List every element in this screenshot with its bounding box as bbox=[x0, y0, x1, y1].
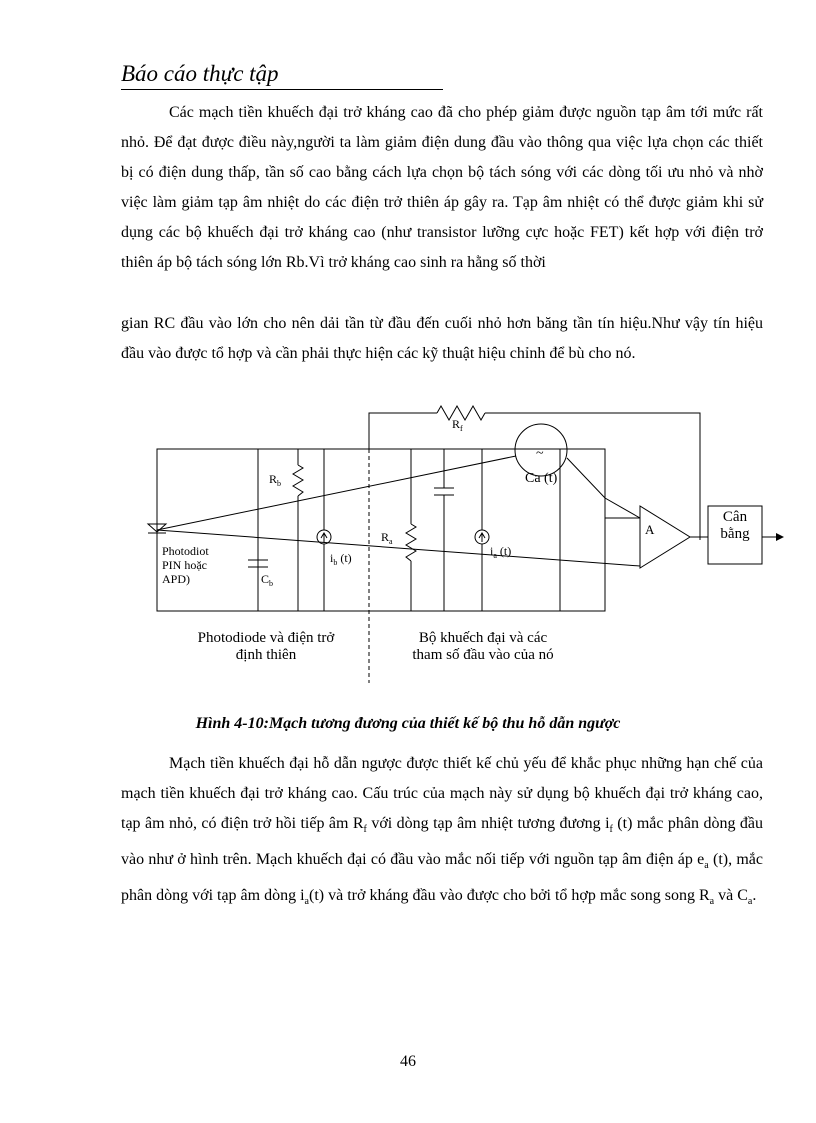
p3-text-3: (t) mắc phân dòng đầu vào như ở hình trên. Mạch khuếch đại có đầu vào mắc nối tiếp với nguồn tạp âm điện áp e bbox=[121, 815, 764, 869]
amplifier-triangle bbox=[640, 506, 690, 568]
balance-label-1: Cân bbox=[722, 509, 748, 525]
feedback-wire-right bbox=[485, 413, 700, 540]
right-caption-2: tham số đầu vào của nó bbox=[412, 647, 554, 663]
p3-sub-ea: a bbox=[704, 860, 709, 872]
ia-label: $i_a$ (t) bbox=[490, 544, 512, 560]
figure-caption: Hình 4-10:Mạch tương đương của thiết kế bộ thu hỗ dẫn ngược bbox=[195, 715, 621, 732]
balance-label-2: bằng bbox=[720, 526, 750, 542]
equivalent-circuit-figure bbox=[0, 395, 816, 695]
amp-label: A bbox=[645, 522, 655, 537]
page-number: 46 bbox=[400, 1053, 416, 1070]
ra-label: $R_a$ bbox=[381, 530, 393, 546]
p3-text-5: (t) và trở kháng đầu vào được cho bởi tổ hợp mắc song song R bbox=[309, 887, 710, 905]
rf-label: $R_f$ bbox=[452, 417, 463, 433]
resistor-ra bbox=[406, 524, 416, 561]
paragraph-2: gian RC đầu vào lớn cho nên dải tần từ đầu đến cuối nhỏ hơn băng tần tín hiệu.Như vậy tín hiệu đầu vào được tổ hợp và cần phải thực hiện các kỹ thuật hiệu chỉnh để bù cho nó. bbox=[121, 315, 763, 362]
p3-sub-ra: a bbox=[709, 896, 715, 908]
p3-text-1: Mạch tiền khuếch đại hỗ dẫn ngược được thiết kế chủ yếu để khắc phục những hạn chế của mạch tiền khuếch đại trở kháng cao. Cấu trúc của mạch này sử dụng bộ khuếch đại trở kháng cao, tạp âm nhỏ, có điện trở hồi tiếp âm R bbox=[121, 755, 763, 832]
ib-label: $i_b$ (t) bbox=[330, 551, 352, 567]
paragraph-1-text: Các mạch tiền khuếch đại trở kháng cao đã cho phép giảm được nguồn tạp âm tới mức rất nhỏ. Để đạt được điều này,người ta làm giảm điện dung đầu vào thông qua việc lựa chọn các thiết bị có điện dung thấp, tần số cao bằng cách lựa chọn bộ tách sóng với các dòng tối ưu nhỏ và nhờ việc làm giảm tạp âm nhiệt do các điện trở thiên áp gây ra. Tạp âm nhiệt có thể được giảm khi sử dụng các bộ khuếch đại trở kháng cao (như transistor lưỡng cực hoặc FET) kết hợp với điện trở thiên áp bộ tách sóng lớn Rb.Vì trở kháng cao sinh ra hằng số thời bbox=[121, 104, 763, 271]
paragraph-1 bbox=[121, 98, 763, 278]
paragraph-3 bbox=[121, 749, 763, 918]
p3-text-4: (t), mắc phân dòng với tạp âm dòng i bbox=[121, 851, 764, 905]
feedback-wire bbox=[369, 413, 437, 449]
rb-label: $R_b$ bbox=[269, 472, 282, 488]
report-header: Báo cáo thực tập bbox=[121, 60, 443, 90]
output-arrow bbox=[776, 533, 784, 541]
resistor-rb bbox=[293, 465, 303, 496]
photodiode-label-3: APD) bbox=[162, 572, 191, 586]
left-caption-2: định thiên bbox=[235, 647, 297, 663]
right-caption-1: Bộ khuếch đại và các bbox=[418, 630, 548, 646]
ca-label: Ca (t) bbox=[525, 471, 558, 486]
p3-text-2: với dòng tạp âm nhiệt tương đương i bbox=[366, 815, 610, 832]
p3-sub-ia: a bbox=[304, 896, 309, 908]
p3-text-7: . bbox=[752, 887, 757, 905]
p3-sub-rf: f bbox=[363, 824, 367, 836]
photodiode-label-1: Photodiot bbox=[162, 544, 209, 558]
p3-sub-ca: a bbox=[747, 896, 753, 908]
cb-label: $C_b$ bbox=[261, 572, 274, 588]
feedback-resistor-rf bbox=[437, 406, 485, 420]
p3-text-6: và C bbox=[714, 887, 748, 905]
source-symbol: ~ bbox=[536, 446, 544, 461]
photodiode-label-2: PIN hoặc bbox=[162, 558, 207, 572]
left-caption-1: Photodiode và điện trở bbox=[197, 630, 335, 646]
p3-sub-if: f bbox=[609, 824, 613, 836]
